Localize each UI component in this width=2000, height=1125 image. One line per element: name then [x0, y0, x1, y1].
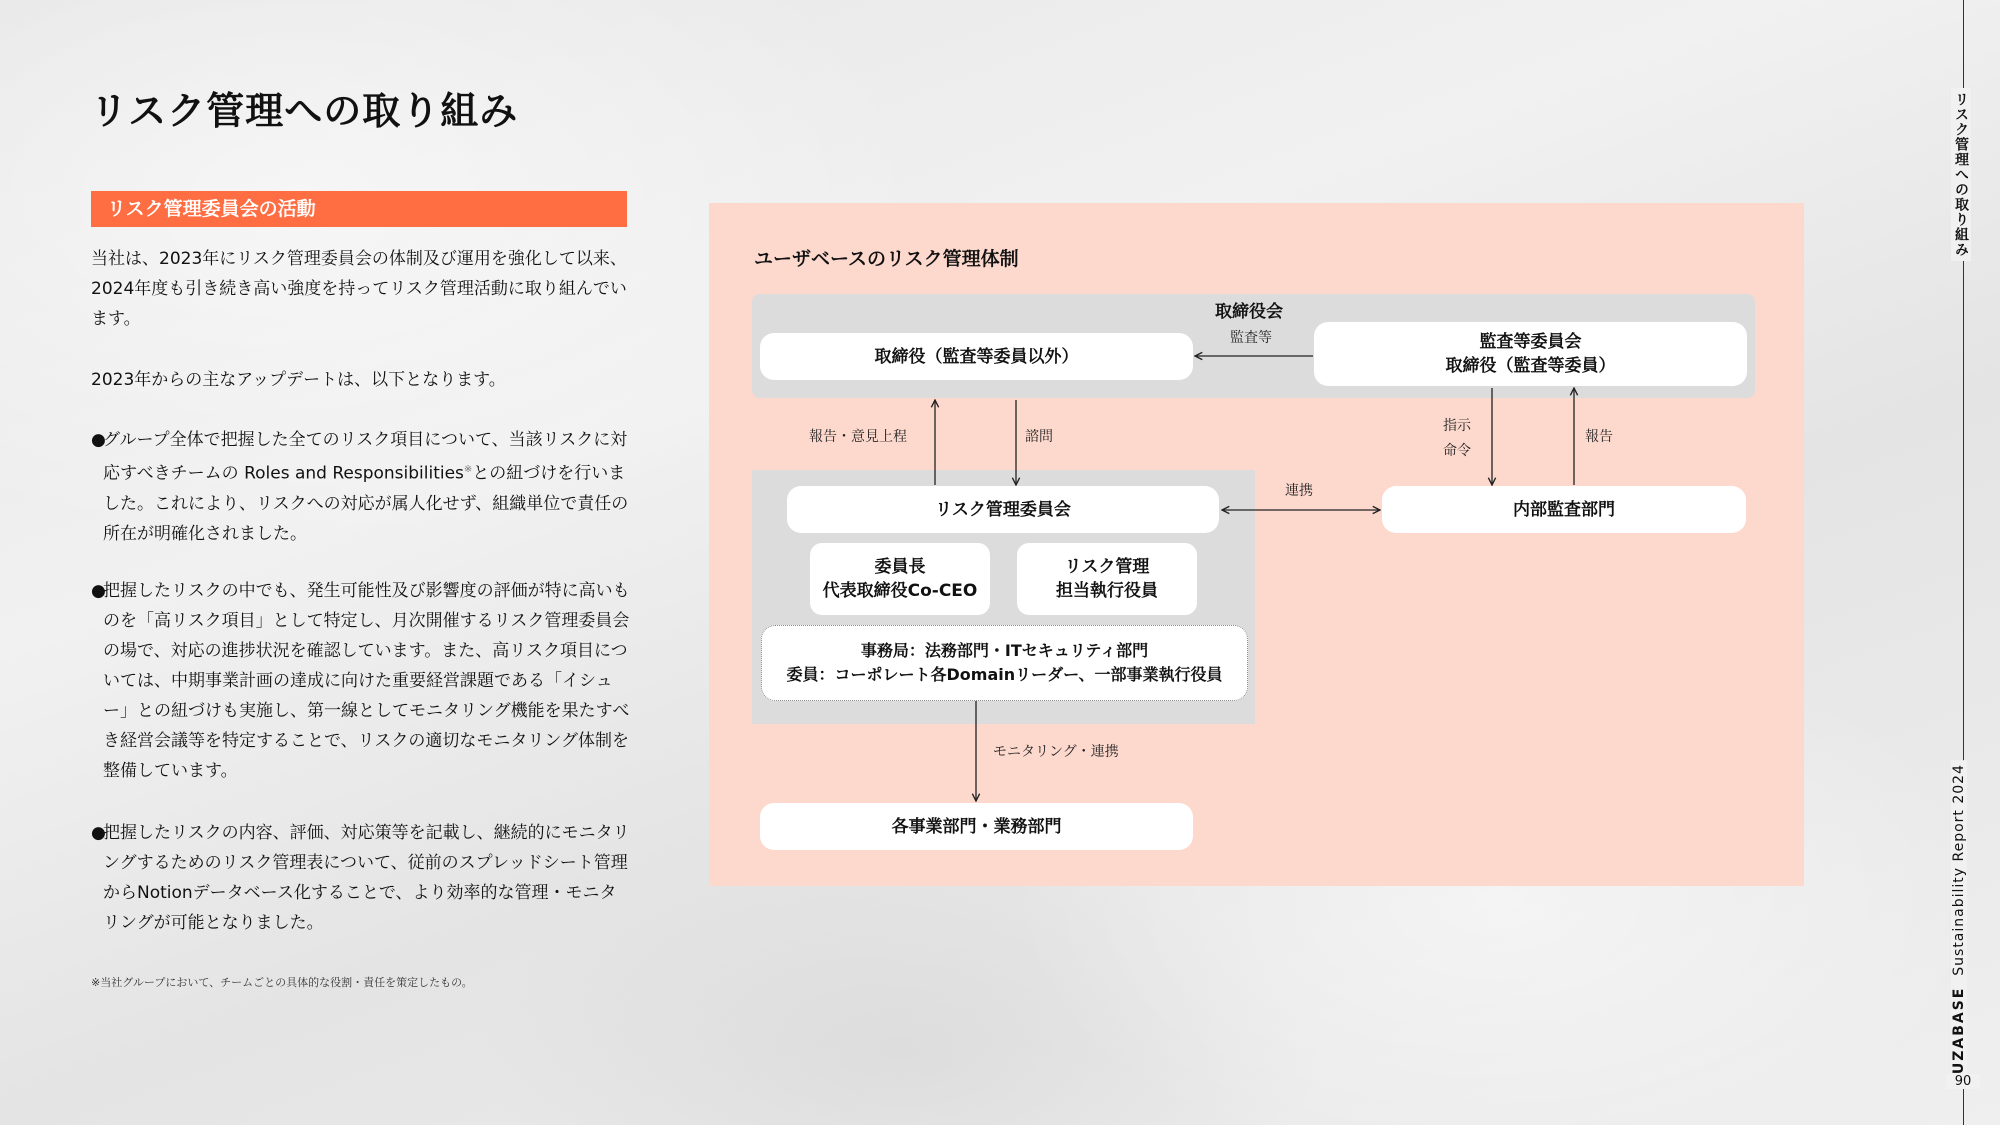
bullet-item-1: [91, 425, 631, 549]
bullet-item-2: [91, 576, 631, 786]
directors-node: 取締役（監査等委員以外）: [760, 333, 1193, 380]
page-title: リスク管理への取り組み: [90, 89, 519, 133]
intro-paragraph: 当社は、2023年にリスク管理委員会の体制及び運用を強化して以来、2024年度も引き続き高い強度を持ってリスク管理活動に取り組んでいます。: [91, 249, 627, 329]
sidebar-report-label: [1951, 760, 1967, 1078]
command-label: 命令: [1443, 443, 1471, 459]
footnote: ※当社グループにおいて、チームごとの具体的な役割・責任を策定したもの。: [91, 976, 473, 989]
bullet-item-3: [91, 818, 631, 938]
secretariat-label: 事務局：法務部門・ITセキュリティ部門: [860, 641, 1149, 660]
audit-committee-label: 監査等委員会: [1479, 332, 1582, 352]
report-opinion-label: 報告・意見上程: [809, 429, 907, 445]
secretariat-node: [761, 625, 1248, 701]
bullet-dot: ●: [91, 823, 106, 843]
audit-directors-label: 取締役（監査等委員）: [1445, 356, 1616, 376]
business-units-node: 各事業部門・業務部門: [760, 803, 1193, 850]
board-group-label: 取締役会: [1215, 302, 1283, 322]
instruct-label: 指示: [1443, 418, 1471, 434]
report-label: 報告: [1585, 429, 1613, 445]
bullet-1-text-before: グループ全体で把握した全てのリスク項目について、当該リスクに対応すべきチームの Roles and Responsibilities: [103, 430, 628, 484]
audit-committee-node: [1314, 322, 1747, 386]
bullet-dot: ●: [91, 430, 106, 450]
officer-role: 担当執行役員: [1056, 581, 1158, 601]
diagram-title: ユーザベースのリスク管理体制: [754, 248, 1019, 270]
bullet-dot: ●: [91, 581, 106, 601]
officer-title: リスク管理: [1064, 557, 1150, 577]
coordination-label: 連携: [1285, 483, 1313, 499]
report-name: Sustainability Report 2024: [1951, 764, 1967, 976]
consult-label: 諮問: [1025, 429, 1053, 445]
updates-intro: 2023年からの主なアップデートは、以下となります。: [91, 370, 506, 390]
page-number: 90: [1946, 1074, 1980, 1089]
chair-role: 代表取締役Co-CEO: [822, 581, 978, 601]
audit-arrow-label: 監査等: [1230, 330, 1272, 346]
officer-node: [1017, 543, 1197, 615]
brand-logo-text: UZABASE: [1951, 986, 1967, 1075]
internal-audit-node: 内部監査部門: [1382, 486, 1746, 533]
bullet-2-text: 把握したリスクの中でも、発生可能性及び影響度の評価が特に高いものを「高リスク項目」として特定し、月次開催するリスク管理委員会の場で、対応の進捗状況を確認しています。また、高リスク項目については、中期事業計画の達成に向けた重要経営課題である「イシュー」との紐づけも実施し、第一線としてモニタリング機能を果たすべき経営会議等を特定することで、リスクの適切なモニタリング体制を整備しています。: [103, 581, 630, 781]
section-header: リスク管理委員会の活動: [91, 191, 627, 227]
risk-committee-node: リスク管理委員会: [787, 486, 1219, 533]
monitoring-label: モニタリング・連携: [993, 744, 1119, 760]
members-label: 委員：コーポレート各Domainリーダー、一部事業執行役員: [786, 665, 1223, 684]
chair-title: 委員長: [874, 557, 926, 577]
bullet-1-text-after: との紐づけを行いました。これにより、リスクへの対応が属人化せず、組織単位で責任の所在が明確化されました。: [103, 463, 629, 544]
chair-node: [810, 543, 990, 615]
footnote-marker: ※: [463, 464, 473, 475]
sidebar-section-title: リスク管理への取り組み: [1951, 88, 1971, 261]
bullet-3-text: 把握したリスクの内容、評価、対応策等を記載し、継続的にモニタリングするためのリスク管理表について、従前のスプレッドシート管理からNotionデータベース化することで、より効率的な管理・モニタリングが可能となりました。: [103, 823, 630, 933]
